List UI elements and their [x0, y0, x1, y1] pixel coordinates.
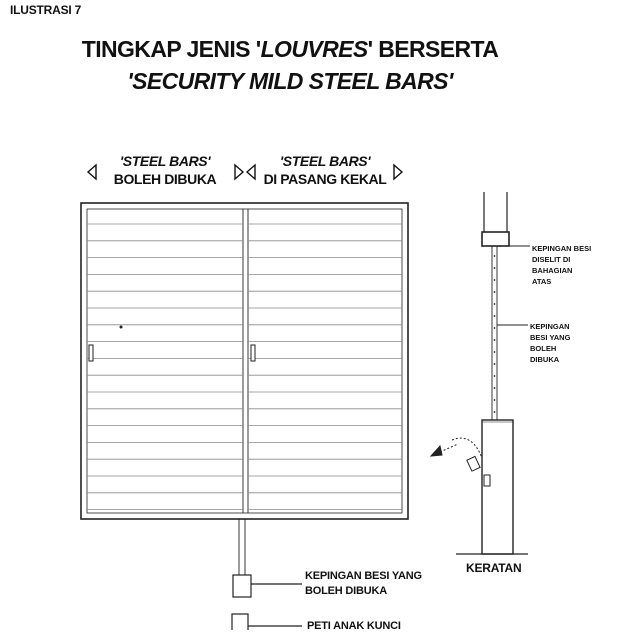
louvre-blades [87, 224, 402, 510]
arrow-right-icon [394, 165, 402, 179]
outer-frame [81, 203, 408, 519]
note-top-line: DISELIT DI [532, 255, 571, 264]
title-line-2: 'SECURITY MILD STEEL BARS' [127, 68, 453, 94]
arrow-right-icon [235, 165, 243, 179]
bar-dot [494, 363, 496, 365]
title-text-louvres: LOUVRES [260, 36, 368, 62]
note-mid-line: DIBUKA [530, 355, 560, 364]
caption-right-line2: DI PASANG KEKAL [263, 171, 387, 187]
bar-dot [494, 291, 496, 293]
inner-frame [87, 209, 402, 513]
openable-plate [233, 575, 251, 597]
window-frame [81, 203, 408, 519]
bar-dot [494, 411, 496, 413]
note-mid-line: BESI YANG [530, 333, 571, 342]
bar-dot [494, 399, 496, 401]
callout-lock-line1: PETI ANAK KUNCI [307, 620, 401, 632]
note-mid-line: BOLEH [530, 344, 557, 353]
note-top-line: BAHAGIAN [532, 266, 573, 275]
arrow-left-icon [88, 165, 96, 179]
caption-right-line1: 'STEEL BARS' [279, 153, 371, 169]
bar-dot [494, 303, 496, 305]
swing-arrow [431, 438, 482, 471]
title-text-b: ' BERSERTA [367, 36, 499, 62]
note-top-line: KEPINGAN BESI [532, 244, 592, 253]
bottom-sill [482, 420, 513, 554]
section-bar-dots [494, 255, 496, 413]
arrow-left-icon [247, 165, 255, 179]
bar-dot [494, 267, 496, 269]
title-text-a: TINGKAP JENIS ' [81, 36, 261, 62]
callout-plate-line2: BOLEH DIBUKA [305, 585, 387, 597]
note-top-line: ATAS [532, 277, 552, 286]
bar-dot [494, 387, 496, 389]
lock-box [232, 614, 248, 630]
bar-dot [494, 375, 496, 377]
bar-dot [494, 351, 496, 353]
section-view [456, 192, 530, 554]
lock-detail [484, 475, 490, 486]
bar-dot [494, 327, 496, 329]
caption-arrows [88, 165, 402, 179]
swing-arrow-icon [431, 446, 442, 456]
section-label: KERATAN [466, 561, 522, 575]
dot-mark [120, 326, 123, 329]
note-mid-line: KEPINGAN [530, 322, 570, 331]
bar-dot [494, 255, 496, 257]
handle-right-icon [251, 345, 255, 361]
bar-dot [494, 315, 496, 317]
lower-bar [232, 519, 302, 630]
caption-left-line2: BOLEH DIBUKA [113, 171, 217, 187]
bar-dot [494, 279, 496, 281]
handle-left-icon [89, 345, 93, 361]
swung-plate [467, 456, 480, 471]
bar-dot [494, 339, 496, 341]
top-plate [482, 232, 509, 246]
caption-left-line1: 'STEEL BARS' [119, 153, 211, 169]
illustration-label: ILUSTRASI 7 [10, 3, 82, 17]
callout-plate-line1: KEPINGAN BESI YANG [305, 570, 422, 582]
